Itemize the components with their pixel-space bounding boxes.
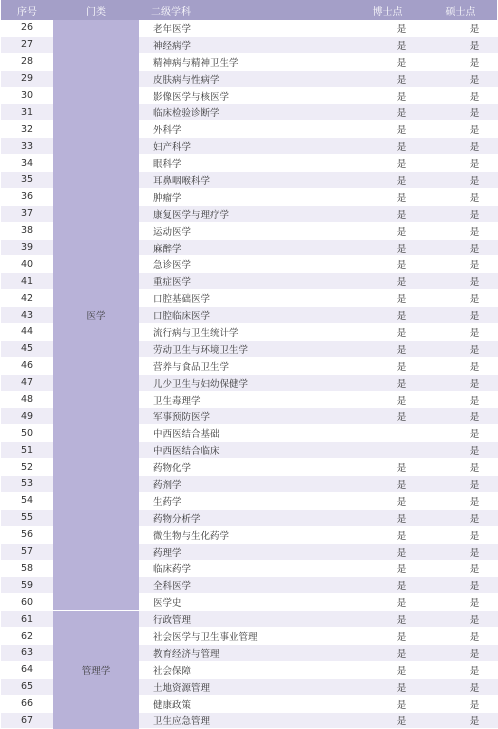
row-seq: 46 (1, 357, 53, 374)
row-seq: 49 (1, 408, 53, 425)
row-subject: 老年医学 (139, 20, 365, 36)
row-seq: 53 (1, 476, 53, 493)
row-seq: 36 (1, 188, 53, 205)
row-doctor: 是 (365, 577, 438, 594)
row-doctor: 是 (365, 391, 438, 408)
row-master: 是 (438, 459, 498, 476)
row-doctor: 是 (365, 476, 438, 493)
header-category: 门类 (86, 6, 106, 18)
row-master: 是 (438, 290, 498, 307)
row-master: 是 (438, 256, 498, 273)
row-seq: 43 (1, 307, 53, 324)
row-doctor: 是 (365, 20, 438, 36)
row-doctor: 是 (365, 543, 438, 560)
row-doctor: 是 (365, 87, 438, 104)
row-doctor: 是 (365, 526, 438, 543)
row-doctor: 是 (365, 222, 438, 239)
row-master: 是 (438, 307, 498, 324)
discipline-table (1, 0, 497, 729)
row-seq: 28 (1, 53, 53, 70)
table-row (1, 20, 498, 36)
row-master: 是 (438, 509, 498, 526)
row-master: 是 (438, 628, 498, 645)
row-seq: 51 (1, 442, 53, 459)
row-master: 是 (438, 492, 498, 509)
row-master: 是 (438, 560, 498, 577)
row-master: 是 (438, 408, 498, 425)
row-doctor: 是 (365, 307, 438, 324)
row-doctor: 是 (365, 374, 438, 391)
row-doctor: 是 (365, 661, 438, 678)
row-master: 是 (438, 577, 498, 594)
row-subject: 中西医结合临床 (139, 442, 365, 459)
row-seq: 58 (1, 560, 53, 577)
row-master: 是 (438, 36, 498, 53)
row-master: 是 (438, 442, 498, 459)
row-subject: 微生物与生化药学 (139, 526, 365, 543)
row-subject: 健康政策 (139, 695, 365, 712)
row-seq: 66 (1, 695, 53, 712)
row-seq: 52 (1, 459, 53, 476)
row-subject: 口腔临床医学 (139, 307, 365, 324)
row-doctor: 是 (365, 678, 438, 695)
row-doctor: 是 (365, 121, 438, 138)
row-doctor: 是 (365, 104, 438, 121)
row-seq: 61 (1, 611, 53, 628)
row-doctor: 是 (365, 712, 438, 729)
row-doctor: 是 (365, 324, 438, 341)
row-master: 是 (438, 661, 498, 678)
category-cell: 医学 (53, 20, 139, 611)
row-master: 是 (438, 239, 498, 256)
row-seq: 30 (1, 87, 53, 104)
row-subject: 药理学 (139, 543, 365, 560)
row-doctor: 是 (365, 290, 438, 307)
row-subject: 眼科学 (139, 155, 365, 172)
row-seq: 67 (1, 712, 53, 729)
row-doctor: 是 (365, 560, 438, 577)
row-subject: 行政管理 (139, 611, 365, 628)
row-master: 是 (438, 324, 498, 341)
row-subject: 耳鼻咽喉科学 (139, 172, 365, 189)
row-seq: 38 (1, 222, 53, 239)
row-master: 是 (438, 172, 498, 189)
row-seq: 57 (1, 543, 53, 560)
row-master: 是 (438, 121, 498, 138)
row-doctor (365, 425, 438, 442)
row-doctor: 是 (365, 628, 438, 645)
row-seq: 27 (1, 36, 53, 53)
row-doctor: 是 (365, 340, 438, 357)
row-subject: 卫生毒理学 (139, 391, 365, 408)
row-subject: 肿瘤学 (139, 188, 365, 205)
row-seq: 31 (1, 104, 53, 121)
row-master: 是 (438, 53, 498, 70)
row-doctor: 是 (365, 70, 438, 87)
row-master: 是 (438, 374, 498, 391)
row-master: 是 (438, 155, 498, 172)
row-master: 是 (438, 391, 498, 408)
row-seq: 62 (1, 628, 53, 645)
row-master: 是 (438, 340, 498, 357)
row-subject: 神经病学 (139, 36, 365, 53)
row-subject: 生药学 (139, 492, 365, 509)
row-master: 是 (438, 476, 498, 493)
row-seq: 35 (1, 172, 53, 189)
row-master: 是 (438, 543, 498, 560)
row-doctor: 是 (365, 256, 438, 273)
row-subject: 精神病与精神卫生学 (139, 53, 365, 70)
row-seq: 33 (1, 138, 53, 155)
table-body (1, 20, 498, 729)
row-subject: 康复医学与理疗学 (139, 205, 365, 222)
row-seq: 48 (1, 391, 53, 408)
row-master: 是 (438, 70, 498, 87)
row-seq: 29 (1, 70, 53, 87)
row-master: 是 (438, 205, 498, 222)
row-doctor: 是 (365, 492, 438, 509)
row-subject: 运动医学 (139, 222, 365, 239)
row-master: 是 (438, 526, 498, 543)
row-doctor: 是 (365, 695, 438, 712)
row-subject: 医学史 (139, 594, 365, 611)
row-seq: 32 (1, 121, 53, 138)
row-doctor: 是 (365, 459, 438, 476)
row-subject: 劳动卫生与环境卫生学 (139, 340, 365, 357)
row-subject: 卫生应急管理 (139, 712, 365, 729)
row-doctor: 是 (365, 36, 438, 53)
row-seq: 45 (1, 340, 53, 357)
row-master: 是 (438, 611, 498, 628)
row-doctor: 是 (365, 408, 438, 425)
row-doctor: 是 (365, 509, 438, 526)
row-subject: 皮肤病与性病学 (139, 70, 365, 87)
row-doctor (365, 442, 438, 459)
row-doctor: 是 (365, 644, 438, 661)
row-subject: 营养与食品卫生学 (139, 357, 365, 374)
row-doctor: 是 (365, 239, 438, 256)
row-subject: 药物化学 (139, 459, 365, 476)
row-master: 是 (438, 695, 498, 712)
row-subject: 急诊医学 (139, 256, 365, 273)
row-master: 是 (438, 425, 498, 442)
row-subject: 土地资源管理 (139, 678, 365, 695)
row-subject: 外科学 (139, 121, 365, 138)
row-seq: 40 (1, 256, 53, 273)
row-doctor: 是 (365, 594, 438, 611)
row-subject: 临床检验诊断学 (139, 104, 365, 121)
table-header (1, 0, 497, 20)
row-master: 是 (438, 87, 498, 104)
row-seq: 54 (1, 492, 53, 509)
row-seq: 26 (1, 20, 53, 36)
row-seq: 39 (1, 239, 53, 256)
row-seq: 34 (1, 155, 53, 172)
row-subject: 重症医学 (139, 273, 365, 290)
row-master: 是 (438, 188, 498, 205)
row-doctor: 是 (365, 138, 438, 155)
row-subject: 流行病与卫生统计学 (139, 324, 365, 341)
row-master: 是 (438, 273, 498, 290)
row-subject: 全科医学 (139, 577, 365, 594)
row-subject: 临床药学 (139, 560, 365, 577)
row-subject: 军事预防医学 (139, 408, 365, 425)
row-master: 是 (438, 644, 498, 661)
row-doctor: 是 (365, 188, 438, 205)
header-seq: 序号 (17, 6, 37, 18)
row-subject: 儿少卫生与妇幼保健学 (139, 374, 365, 391)
row-seq: 63 (1, 644, 53, 661)
row-seq: 65 (1, 678, 53, 695)
row-subject: 妇产科学 (139, 138, 365, 155)
row-master: 是 (438, 20, 498, 36)
row-master: 是 (438, 678, 498, 695)
row-doctor: 是 (365, 53, 438, 70)
header-subject: 二级学科 (151, 6, 191, 18)
row-doctor: 是 (365, 172, 438, 189)
row-doctor: 是 (365, 155, 438, 172)
row-seq: 64 (1, 661, 53, 678)
header-master: 硕士点 (445, 6, 476, 18)
row-subject: 药物分析学 (139, 509, 365, 526)
row-subject: 影像医学与核医学 (139, 87, 365, 104)
row-doctor: 是 (365, 273, 438, 290)
row-subject: 社会医学与卫生事业管理 (139, 628, 365, 645)
row-master: 是 (438, 138, 498, 155)
row-master: 是 (438, 104, 498, 121)
row-master: 是 (438, 357, 498, 374)
row-doctor: 是 (365, 357, 438, 374)
row-seq: 60 (1, 594, 53, 611)
row-subject: 中西医结合基础 (139, 425, 365, 442)
row-seq: 37 (1, 205, 53, 222)
row-seq: 42 (1, 290, 53, 307)
table-row (1, 611, 498, 628)
row-subject: 麻醉学 (139, 239, 365, 256)
row-seq: 41 (1, 273, 53, 290)
row-seq: 47 (1, 374, 53, 391)
row-seq: 55 (1, 509, 53, 526)
row-subject: 口腔基础医学 (139, 290, 365, 307)
row-subject: 社会保障 (139, 661, 365, 678)
row-seq: 56 (1, 526, 53, 543)
row-doctor: 是 (365, 205, 438, 222)
row-seq: 44 (1, 324, 53, 341)
category-cell: 管理学 (53, 611, 139, 729)
row-seq: 59 (1, 577, 53, 594)
row-master: 是 (438, 222, 498, 239)
row-master: 是 (438, 712, 498, 729)
row-subject: 教育经济与管理 (139, 644, 365, 661)
row-doctor: 是 (365, 611, 438, 628)
row-subject: 药剂学 (139, 476, 365, 493)
row-master: 是 (438, 594, 498, 611)
header-doctor: 博士点 (372, 6, 403, 18)
row-seq: 50 (1, 425, 53, 442)
